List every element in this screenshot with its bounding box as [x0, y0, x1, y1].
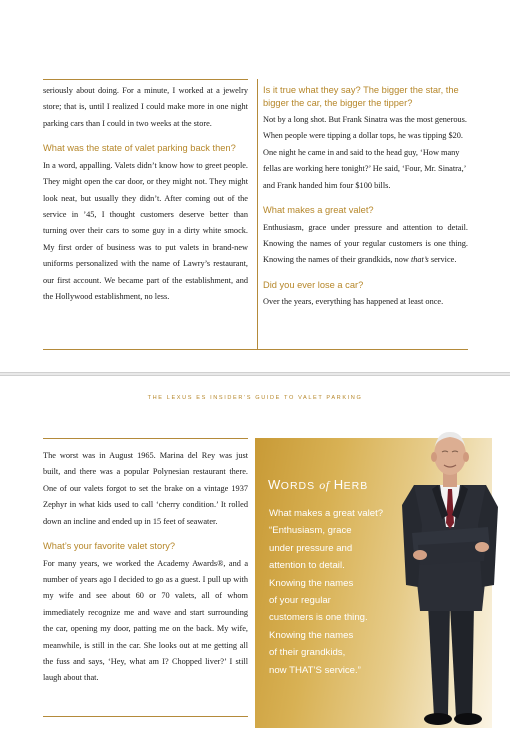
top-rule-left	[43, 79, 248, 80]
top-right-column	[263, 84, 468, 311]
title-w: W	[268, 477, 281, 492]
title-erb: ERB	[343, 480, 369, 492]
quote-line: “Enthusiasm, grace	[269, 525, 352, 537]
quote-line: Knowing the names	[269, 629, 354, 641]
bottom-left-column	[43, 448, 248, 687]
answer-great-valet-lead: Enthusiasm, grace under pressure and attention to detail. Knowing the names of your regular customers is one thing. Knowing the names of their grandkids, now	[263, 222, 468, 265]
column-divider	[257, 79, 258, 349]
quote-line: customers is one thing.	[269, 612, 368, 624]
answer-state-of-valet: In a word, appalling. Valets didn’t know how to greet people. They might open the car door, or they might not. They might look neat, but usually they didn’t. After coming out of the service in ’45, I thought customers deserve better than turning over their cars to some guy in a dirty white smock. My first order of business was to put valets in brand-new uniforms personalized with the name of Lawry’s restaurant, our first account. We became part of the establishment, and the Hollywood establishment, no less.	[43, 160, 248, 301]
answer-great-valet-tail: service.	[428, 255, 457, 265]
quote-line: now THAT’S service.”	[269, 664, 361, 676]
quote-line: attention to detail.	[269, 560, 345, 572]
top-left-column	[43, 83, 248, 305]
answer-lose-car: Over the years, everything has happened at least once.	[263, 297, 444, 307]
bottom-page-top-rule	[43, 438, 248, 439]
bottom-page-bottom-rule	[43, 716, 248, 717]
title-h: H	[333, 477, 344, 492]
answer-bigger-star: Not by a long shot. But Frank Sinatra was the most generous. When people were tipping a dollar tops, he was tipping $20. One night he came in and said to the head guy, ‘How many fellas are working here tonight?’ He said, ‘Four, Mr. Sinatra,’ and Frank handed him four $100 bills.	[263, 115, 467, 190]
answer-great-valet	[263, 220, 468, 269]
running-head: THE LEXUS ES INSIDER’S GUIDE TO VALET PARKING	[147, 395, 363, 401]
answer-favorite-story: For many years, we worked the Academy Awards®, and a number of years ago I decided to go as a guest. I pull up with my wife and see about 60 or 70 valets, all of whom immediately recognize me and wave and start surrounding the car, opening my door, patting me on the back. My wife, meanwhile, is still in the car. She looks out at me getting all the fuss and says, ‘Hey, what am I? Chopped liver?’ I still laugh about that.	[43, 558, 248, 683]
zephyr-paragraph: The worst was in August 1965. Marina del Rey was just built, and there was a popular Polynesian restaurant there. One of our valets forgot to set the brake on a vintage 1937 Zephyr in what kids used to call ‘cherry condition.’ It rolled down an incline and ended up in 15 feet of seawater.	[43, 451, 248, 526]
question-lose-car: Did you ever lose a car?	[263, 279, 364, 290]
question-favorite-story: What’s your favorite valet story?	[43, 541, 176, 552]
words-of-herb-title	[268, 477, 368, 493]
question-great-valet: What makes a great valet?	[263, 205, 374, 216]
title-of: of	[319, 478, 330, 492]
title-ords: ORDS	[280, 480, 316, 492]
quote-line: under pressure and	[269, 542, 353, 554]
question-bigger-star: Is it true what they say? The bigger the star, the bigger the car, the bigger the tipper?	[263, 85, 459, 108]
quote-line: of your regular	[269, 595, 331, 607]
quote-line: What makes a great valet?	[269, 508, 384, 519]
quote-line: of their grandkids,	[269, 647, 346, 659]
man-in-suit-photo	[398, 415, 502, 737]
bottom-rule-top-page	[43, 349, 468, 350]
question-state-of-valet: What was the state of valet parking back then?	[43, 143, 236, 154]
herb-quote	[269, 505, 419, 679]
answer-great-valet-emphasis: that’s	[410, 255, 429, 265]
intro-paragraph: seriously about doing. For a minute, I worked at a jewelry store; that is, until I realized I could make more in one night parking cars than I could in two weeks at the store.	[43, 86, 248, 128]
quote-line: Knowing the names	[269, 577, 354, 589]
